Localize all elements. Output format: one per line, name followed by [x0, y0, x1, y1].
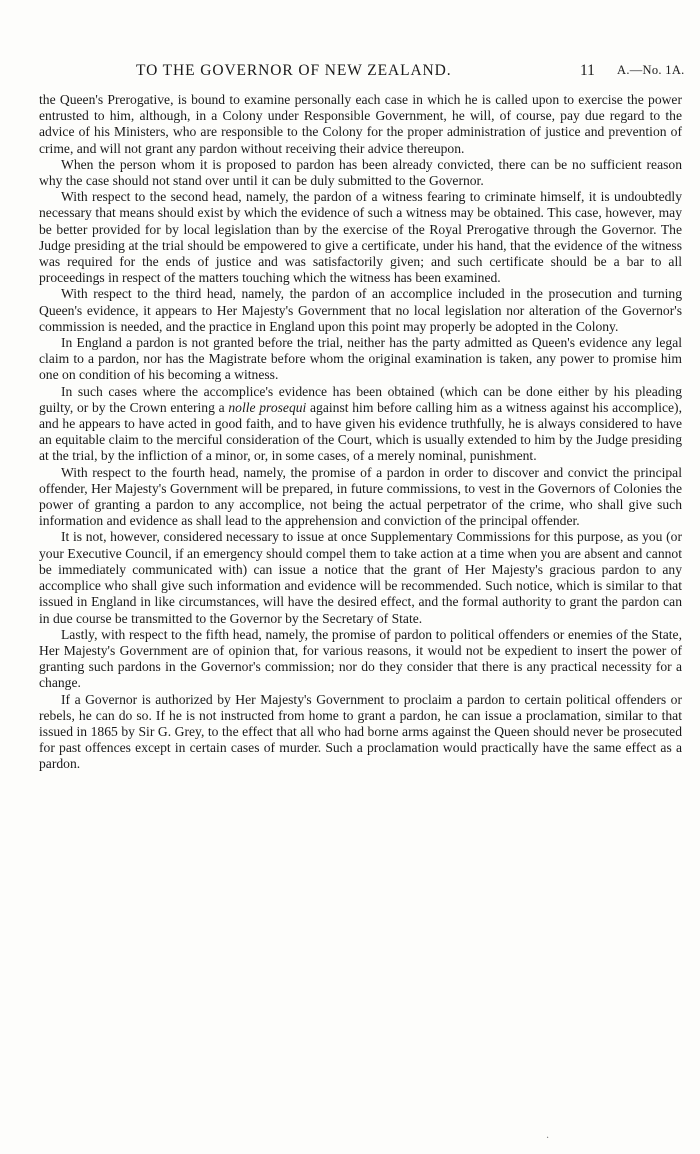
running-title: TO THE GOVERNOR OF NEW ZEALAND. — [136, 62, 452, 79]
latin-term: nolle prosequi — [228, 399, 307, 415]
paragraph: Lastly, with respect to the fifth head, namely, the promise of pardon to political offenders or enemies of the State, Her Majesty's Government are of opinion that, for various reasons, it would not be expedient to insert the power of granting such pardons in the Governor's commission; nor do they consider that there is any practical necessity for a change. — [39, 626, 682, 691]
page-header — [0, 62, 700, 82]
page-mark: . — [546, 1130, 550, 1141]
paragraph: If a Governor is authorized by Her Majesty's Government to proclaim a pardon to certain political offenders or rebels, he can do so. If he is not instructed from home to grant a pardon, he can issue a proclamation, similar to that issued in 1865 by Sir G. Grey, to the effect that all who had borne arms against the Queen should never be prosecuted for past offences except in certain cases of murder. Such a proclamation would practically have the same effect as a pardon. — [39, 691, 682, 772]
paragraph: In England a pardon is not granted before the trial, neither has the party admitted as Queen's evidence any legal claim to a pardon, nor has the Magistrate before whom the original examination is taken, any power to promise him one on condition of his becoming a witness. — [39, 335, 682, 383]
page-number: 11 — [580, 62, 595, 79]
paragraph: When the person whom it is proposed to pardon has been already convicted, there can be no sufficient reason why the case should not stand over until it can be duly submitted to the Governor. — [39, 156, 682, 189]
paper-reference: A.—No. 1A. — [617, 63, 685, 77]
paragraph: It is not, however, considered necessary to issue at once Supplementary Commissions for this purpose, as you (or your Executive Council, if an emergency should compel them to take action at a time when you are absent and cannot be immediately communicated with) can issue a notice that the grant of Her Majesty's gracious pardon to any accomplice who shall give such information and evidence will be recommended. Such notice, which is similar to that issued in England in like circumstances, will have the desired effect, and the formal authority to grant the pardon can in due course be transmitted to the Governor by the Secretary of State. — [39, 529, 682, 626]
body-text — [39, 92, 682, 773]
paragraph: the Queen's Prerogative, is bound to examine personally each case in which he is called upon to exercise the power entrusted to him, although, in a Colony under Responsible Government, he will, of course, pay due regard to the advice of his Ministers, who are responsible to the Colony for the proper administration of justice and prevention of crime, and will not grant any pardon without receiving their advice thereupon. — [39, 92, 682, 156]
paragraph: With respect to the third head, namely, the pardon of an accomplice included in the prosecution and turning Queen's evidence, it appears to Her Majesty's Government that no local legislation nor alteration of the Governor's commission is needed, and the practice in England upon this point may properly be adopted in the Colony. — [39, 286, 682, 334]
paragraph: With respect to the fourth head, namely, the promise of a pardon in order to discover and convict the principal offender, Her Majesty's Government will be prepared, in future commissions, to vest in the Governors of Colonies the power of granting a pardon to any accomplice, not being the actual perpetrator of the crime, who shall give such information and evidence as shall lead to the apprehension and conviction of the principal offender. — [39, 464, 682, 529]
paragraph-text: In such cases where the accomplice's evidence has been obtained (which can be done either by his pleading guilty, or by the Crown entering a — [39, 383, 682, 415]
paragraph — [39, 384, 682, 465]
paragraph: With respect to the second head, namely, the pardon of a witness fearing to criminate himself, it is undoubtedly necessary that means should exist by which the evidence of such a witness may be obtained. This case, however, may be better provided for by local legislation than by the exercise of the Royal Prerogative through the Governor. The Judge presiding at the trial should be empowered to give a certificate, under his hand, that the evidence of the witness was required for the ends of justice and was satisfactorily given; and such certificate should be a bar to all proceedings in respect of the matters touching which the witness has been examined. — [39, 189, 682, 286]
paragraph-text: against him before calling him as a witness against his accomplice), and he appears to have acted in good faith, and to have given his evidence truthfully, he is always considered to have an equitable claim to the merciful consideration of the Court, which is usually extended to him by the Judge presiding at the trial, by the infliction of a minor, or, in some cases, of a merely nominal, punishment. — [39, 399, 682, 464]
